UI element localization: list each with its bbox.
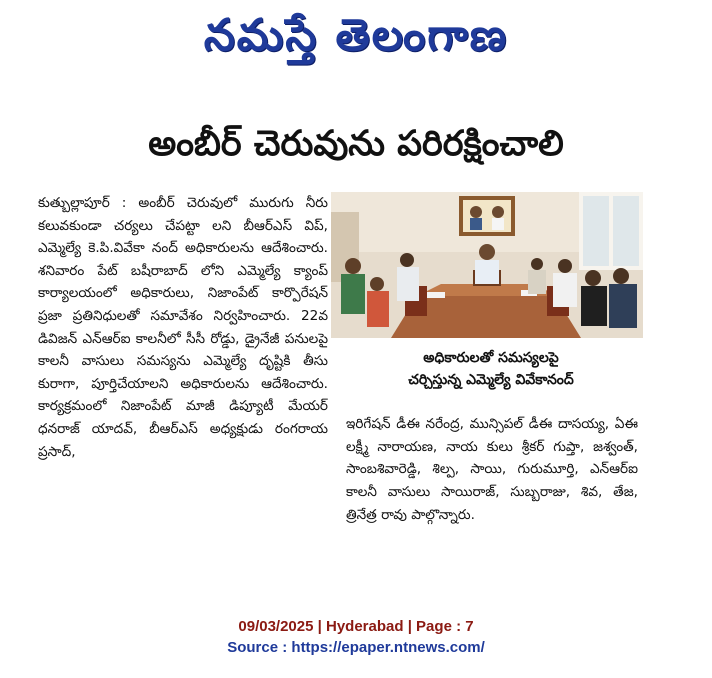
photo-caption-line-1: అధికారులతో సమస్యలపై bbox=[423, 350, 559, 366]
article-body-right-column: ఇరిగేషన్ డీఈ నరేంద్ర, మున్సిపల్ డీఈ దాసయ్య, ఏఈ లక్ష్మీ నారాయణ, నాయ కులు శ్రీకర్ గుప్తా, జశ్వంత్, సాంబశివారెడ్డి, శిల్ప, సాయి, గురుమూర్తి, ఎన్ఆర్ఐ కాలనీ వాసులు సాయిరాజ్, సుబ్బరాజు, శివ, తేజ, త్రినేత్ర రావు పాల్గొన్నారు. bbox=[346, 416, 638, 523]
publication-dateline: 09/03/2025 | Hyderabad | Page : 7 bbox=[238, 618, 474, 635]
masthead-logo: నమస్తే తెలంగాణ bbox=[203, 10, 509, 61]
article-body-left-column: కుత్బుల్లాపూర్ : అంబీర్ చెరువులో మురుగు నీరు కలువకుండా చర్యలు చేపట్టా లని బీఆర్ఎస్ విప్, ఎమ్మెల్యే కె.పి.వివేకా నంద్ అధికారులను ఆదేశించారు. శనివారం పేట్ బషీరాబాద్ లోని ఎమ్మెల్యే క్యాంప్ కార్యాలయంలో అధికారులు, నిజాంపేట్ కార్పొరేషన్ ప్రజా ప్రతినిధులతో సమావేశం నిర్వహించారు. 22వ డివిజన్ ఎన్ఆర్ఐ కాలనీలో సీసీ రోడ్డు, డ్రైనేజీ పనులపై కాలనీ వాసులు సమస్యను ఎమ్మెల్యే దృష్టికి తీసు కురాగా, పూర్తిచేయాలని అధికారులను ఆదేశించారు. కార్యక్రమంలో నిజాంపేట్ మాజీ డిప్యూటీ మేయర్ ధనరాజ్ యాదవ్, బీఆర్ఎస్ అధ్యక్షుడు రంగరాయ ప్రసాద్, bbox=[38, 195, 328, 460]
photo-caption bbox=[346, 347, 636, 391]
article-headline: అంబీర్ చెరువును పరిరక్షించాలి bbox=[148, 124, 564, 164]
photo-caption-line-2: చర్చిస్తున్న ఎమ్మెల్యే వివేకానంద్ bbox=[408, 372, 574, 388]
article-photo bbox=[331, 192, 643, 338]
source-link[interactable]: Source : https://epaper.ntnews.com/ bbox=[227, 639, 485, 656]
meeting-photo-illustration bbox=[331, 192, 643, 338]
